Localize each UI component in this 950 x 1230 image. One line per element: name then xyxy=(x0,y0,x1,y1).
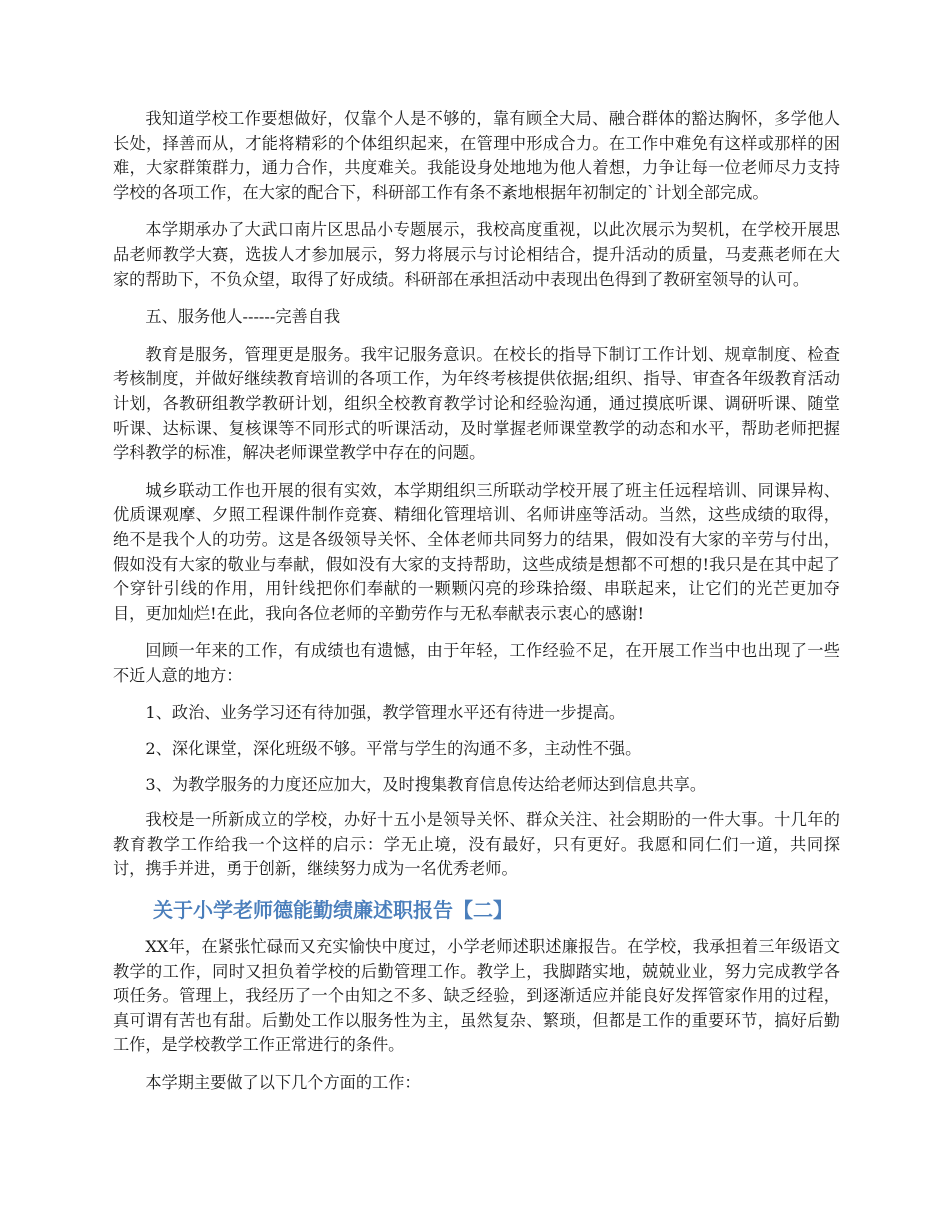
paragraph-conclusion: 我校是一所新成立的学校，办好十五小是领导关怀、群众关注、社会期盼的一件大事。十几年的教育教学工作给我一个这样的启示：学无止境，没有最好，只有更好。我愿和同仁们一道，共同探讨，携手并进，勇于创新，继续努力成为一名优秀老师。 xyxy=(113,810,840,879)
paragraph-work-aspects: 本学期主要做了以下几个方面的工作： xyxy=(145,1073,421,1092)
document-body xyxy=(113,107,840,1109)
paragraph-review: 回顾一年来的工作，有成绩也有遗憾，由于年轻，工作经验不足，在开展工作当中也出现了一些不近人意的地方： xyxy=(113,641,840,685)
paragraph-service: 教育是服务，管理更是服务。我牢记服务意识。在校长的指导下制订工作计划、规章制度、检查考核制度，并做好继续教育培训的各项工作，为年终考核提供依据;组织、指导、审查各年级教育活动计划，各教研组教学教研计划，组织全校教育教学讨论和经验沟通，通过摸底听课、调研听课、随堂听课、达标课、复核课等不同形式的听课活动，及时掌握老师课堂教学的动态和水平，帮助老师把握学科教学的标准，解决老师课堂教学中存在的问题。 xyxy=(113,344,840,463)
list-item-1: 1、政治、业务学习还有待加强，教学管理水平还有待进一步提高。 xyxy=(145,703,626,723)
list-item-3: 3、为教学服务的力度还应加大，及时搜集教育信息传达给老师达到信息共享。 xyxy=(145,774,707,794)
paragraph-urban-rural: 城乡联动工作也开展的很有实效，本学期组织三所联动学校开展了班主任远程培训、同课异构、优质课观摩、夕照工程课件制作竞赛、精细化管理培训、名师讲座等活动。当然，这些成绩的取得，绝不是我个人的功劳。这是各级领导关怀、全体老师共同努力的结果，假如没有大家的辛劳与付出，假如没有大家的敬业与奉献，假如没有大家的支持帮助，这些成绩是想都不可想的!我只是在其中起了个穿针引线的作用，用针线把你们奉献的一颗颗闪亮的珍珠拾缀、串联起来，让它们的光芒更加夺目，更加灿烂!在此，我向各位老师的辛勤劳作与无私奉献表示衷心的感谢! xyxy=(113,480,840,623)
list-item-2: 2、深化课堂，深化班级不够。平常与学生的沟通不多，主动性不强。 xyxy=(145,739,642,759)
section-heading: 关于小学老师德能勤绩廉述职报告【二】 xyxy=(153,898,513,923)
paragraph-teamwork: 我知道学校工作要想做好，仅靠个人是不够的，靠有顾全大局、融合群体的豁达胸怀，多学他人长处，择善而从，才能将精彩的个体组织起来，在管理中形成合力。在工作中难免有这样或那样的困难，大家群策群力，通力合作，共度难关。我能设身处地地为他人着想，力争让每一位老师尽力支持学校的各项工作，在大家的配合下，科研部工作有条不紊地根据年初制定的`计划全部完成。 xyxy=(113,109,840,202)
paragraph-report-intro: XX年，在紧张忙碌而又充实愉快中度过，小学老师述职述廉报告。在学校，我承担着三年级语文教学的工作，同时又担负着学校的后勤管理工作。教学上，我脚踏实地，兢兢业业，努力完成教学各项任务。管理上，我经历了一个由知之不多、缺乏经验，到逐渐适应并能良好发挥管家作用的过程，真可谓有苦也有甜。后勤处工作以服务性为主，虽然复杂、繁琐，但都是工作的重要环节，搞好后勤工作，是学校教学工作正常进行的条件。 xyxy=(113,937,840,1055)
section-title-service: 五、服务他人------完善自我 xyxy=(145,307,341,327)
paragraph-exhibition: 本学期承办了大武口南片区思品小专题展示，我校高度重视，以此次展示为契机，在学校开展思品老师教学大赛，选拔人才参加展示，努力将展示与讨论相结合，提升活动的质量，马麦燕老师在大家的帮助下，不负众望，取得了好成绩。科研部在承担活动中表现出色得到了教研室领导的认可。 xyxy=(113,220,840,289)
